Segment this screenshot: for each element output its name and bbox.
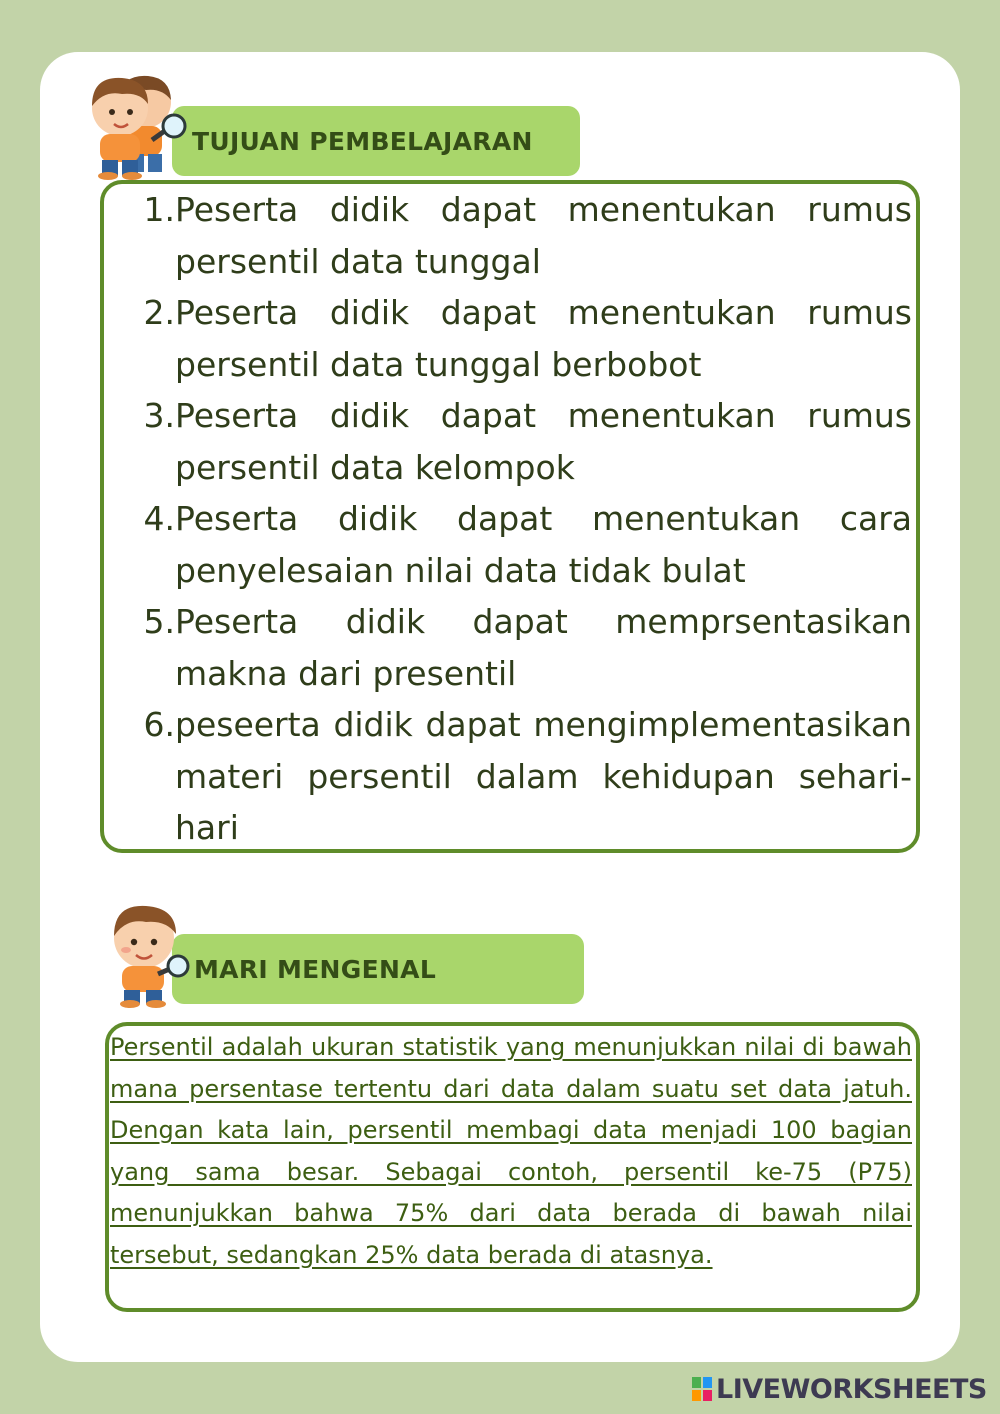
liveworksheets-logo-icon xyxy=(692,1377,712,1401)
item-text: Peserta didik dapat menentukan rumus persentil data tunggal xyxy=(175,190,912,281)
item-number: 2. xyxy=(143,293,175,332)
item-text: Peserta didik dapat memprsentasikan makna dari presentil xyxy=(175,602,912,693)
objective-item xyxy=(124,596,912,699)
item-number: 6. xyxy=(143,705,175,744)
item-text: Peserta didik dapat menentukan cara penyelesaian nilai data tidak bulat xyxy=(175,499,912,590)
objectives-list xyxy=(124,184,912,854)
section-title: MARI MENGENAL xyxy=(194,954,437,984)
objective-item xyxy=(124,493,912,596)
item-number: 5. xyxy=(143,602,175,641)
objective-item xyxy=(124,699,912,854)
kids-magnifier-illustration xyxy=(70,68,190,180)
item-text: peseerta didik dapat mengimplementasikan materi persentil dalam kehidupan sehari-hari xyxy=(175,705,912,847)
intro-paragraph: Persentil adalah ukuran statistik yang menunjukkan nilai di bawah mana persentase tertentu dari data dalam suatu set data jatuh. Dengan kata lain, persentil membagi data menjadi 100 bagian yang sama besar. Sebagai contoh, persentil ke-75 (P75) menunjukkan bahwa 75% dari data berada di bawah nilai tersebut, sedangkan 25% data berada di atasnya. xyxy=(110,1033,912,1269)
item-number: 3. xyxy=(143,396,175,435)
logo-text: LIVEWORKSHEETS xyxy=(716,1373,987,1405)
item-number: 4. xyxy=(143,499,175,538)
objective-item xyxy=(124,287,912,390)
section-banner-intro xyxy=(172,934,584,1004)
item-number: 1. xyxy=(143,190,175,229)
objective-item xyxy=(124,184,912,287)
objective-item xyxy=(124,390,912,493)
item-text: Peserta didik dapat menentukan rumus persentil data kelompok xyxy=(175,396,912,487)
liveworksheets-logo[interactable] xyxy=(692,1372,987,1406)
section-title: TUJUAN PEMBELAJARAN xyxy=(192,126,533,156)
kid-magnifier-illustration xyxy=(96,898,192,1010)
item-text: Peserta didik dapat menentukan rumus persentil data tunggal berbobot xyxy=(175,293,912,384)
section-banner-objectives xyxy=(172,106,580,176)
